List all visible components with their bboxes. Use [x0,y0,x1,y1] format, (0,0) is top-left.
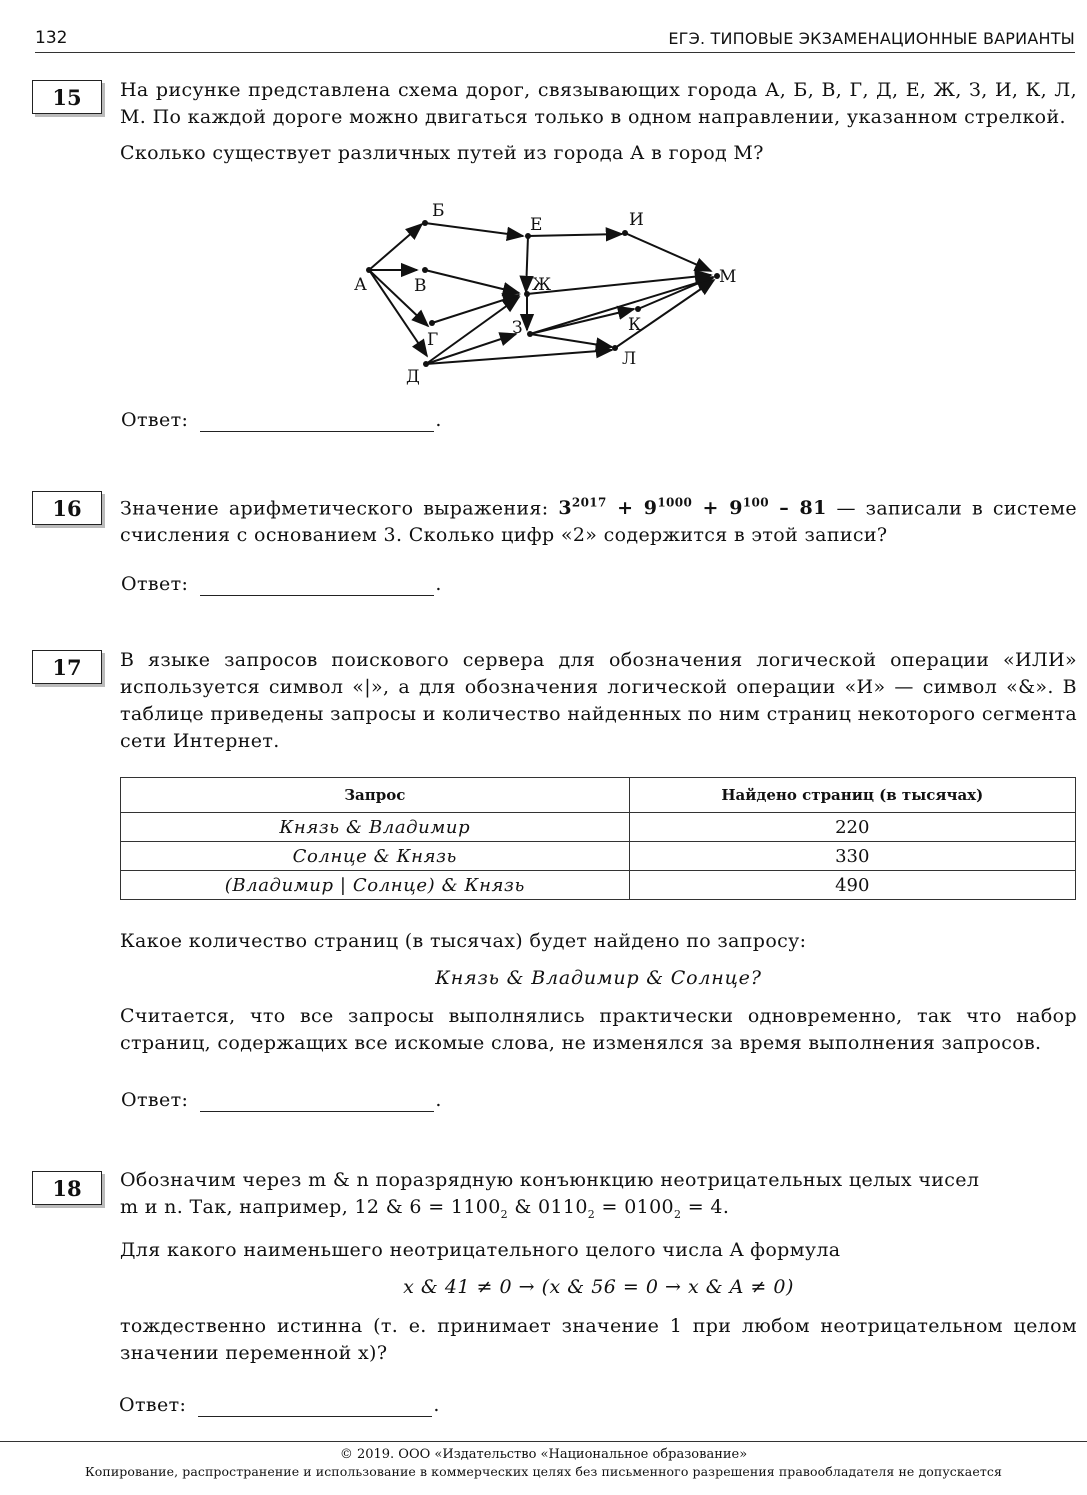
task-16 [32,491,1077,611]
task-number-box: 17 [32,650,102,684]
node-label-z: З [512,318,523,338]
answer-label: Ответ: [121,409,189,431]
task-body [120,1171,1077,1367]
task-text: В языке запросов поискового сервера для обозначения логической операции «ИЛИ» используется символ «|», а для обозначения логической операции «И» — символ «&». В таблице приведены запросы и количество найденных по ним страниц некоторого сегмента сети Интернет. [120,649,1077,752]
task-number-box: 15 [32,80,102,114]
table-cell-query: (Владимир | Солнце) & Князь [121,871,630,900]
task-text-line-1: Обозначим через m & n поразрядную конъюнкцию неотрицательных целых чисел [120,1169,980,1191]
answer-label: Ответ: [119,1394,187,1416]
task-18 [32,1171,1077,1421]
query-table [120,777,1076,900]
footer-copyright: © 2019. ООО «Издательство «Национальное образование» [339,1447,748,1462]
table-header-count: Найдено страниц (в тысячах) [629,778,1075,813]
node-label-m: М [719,267,737,287]
edge-g-zh [432,295,519,323]
table-cell-query: Солнце & Князь [121,842,630,871]
footer-rule [0,1441,1087,1442]
edge-i-m [625,233,711,271]
task-number-box: 16 [32,491,102,525]
task-note: Считается, что все запросы выполнялись практически одновременно, так что набор страниц, содержащих все искомые слова, не изменялся за время выполнения запросов. [120,1005,1077,1054]
table-cell-count: 330 [629,842,1075,871]
answer-field[interactable] [200,411,434,432]
task-text [120,490,1077,549]
task-question: Какое количество страниц (в тысячах) будет найдено по запросу: [120,930,807,952]
table-header-row [121,778,1076,813]
table-cell-count: 220 [629,813,1075,842]
edge-d-l [426,350,612,364]
edge-d-z [426,334,516,364]
task-question: Сколько существует различных путей из города А в город М? [120,142,764,164]
target-query: Князь & Владимир & Солнце? [435,967,762,989]
table-cell-count: 490 [629,871,1075,900]
table-row [121,842,1076,871]
edge-e-zh [526,236,528,292]
answer-row: Ответ: . [119,1394,440,1416]
task-question: Для какого наименьшего неотрицательного целого числа A формула [120,1238,841,1261]
expression: $3^{2017} + 9^{1000} + 9^{100} - 81$ [558,496,827,520]
task-number-box: 18 [32,1171,102,1205]
task-text-line-2: m и n. Так, например, 12 & $6 = 1100_2$ & $0110_2 = 0100_2 = 4$. [120,1196,730,1221]
task-text-tail: — записали в системе счисления с основанием 3. Сколько цифр «2» содержится в этой записи? [120,497,1077,547]
edge-b-e [425,223,523,236]
edge-zh-m [527,275,711,294]
edge-v-zh [425,270,519,293]
edge-a-b [369,224,422,270]
node-label-l: Л [622,349,637,369]
formula: x & 41 ≠ 0 → (x & 56 = 0 → x & A ≠ 0) [403,1275,794,1298]
node-label-v: В [414,276,427,296]
node-label-zh: Ж [532,275,552,295]
table-row [121,871,1076,900]
task-15 [32,80,1077,440]
page-header [35,26,1075,53]
node-label-a: А [354,275,367,295]
task-tail: тождественно истинна (т. е. принимает значение 1 при любом неотрицательном целом значении переменной x)? [120,1314,1077,1364]
node-label-d: Д [406,367,420,387]
task-text: На рисунке представлена схема дорог, связывающих города А, Б, В, Г, Д, Е, Ж, З, И, К, Л, М. По каждой дороге можно двигаться только в одном направлении, указанном стрелкой. [120,79,1077,128]
answer-label: Ответ: [121,1089,189,1111]
answer-row: Ответ: . [121,409,442,431]
task-body [120,649,1077,1054]
answer-field[interactable] [198,1396,432,1417]
table-row [121,813,1076,842]
task-text-lead: Значение арифметического выражения: [120,497,549,520]
table-cell-query: Князь & Владимир [121,813,630,842]
answer-label: Ответ: [121,573,189,595]
edge-z-m [530,278,713,334]
node-label-i: И [629,210,644,230]
road-graph [262,198,737,388]
answer-row: Ответ: . [121,1089,442,1111]
edge-z-l [530,334,612,347]
edge-l-m [615,280,714,348]
edge-d-zh [426,297,519,364]
table-header-query: Запрос [121,778,630,813]
node-label-g: Г [427,330,439,350]
answer-row: Ответ: . [121,573,442,595]
task-body [120,80,1077,167]
node-label-e: Е [530,215,543,235]
page-number: 132 [35,28,68,48]
node-label-b: Б [432,201,445,221]
running-title: ЕГЭ. ТИПОВЫЕ ЭКЗАМЕНАЦИОННЫЕ ВАРИАНТЫ [668,29,1075,48]
graph-labels [354,201,736,387]
task-17 [32,650,1077,1120]
node-label-k: К [628,315,642,335]
answer-field[interactable] [200,575,434,596]
answer-field[interactable] [200,1091,434,1112]
task-body [120,491,1077,549]
footer-notice: Копирование, распространение и использование в коммерческих целях без письменного разрешения правообладателя не допускается [85,1464,1002,1479]
